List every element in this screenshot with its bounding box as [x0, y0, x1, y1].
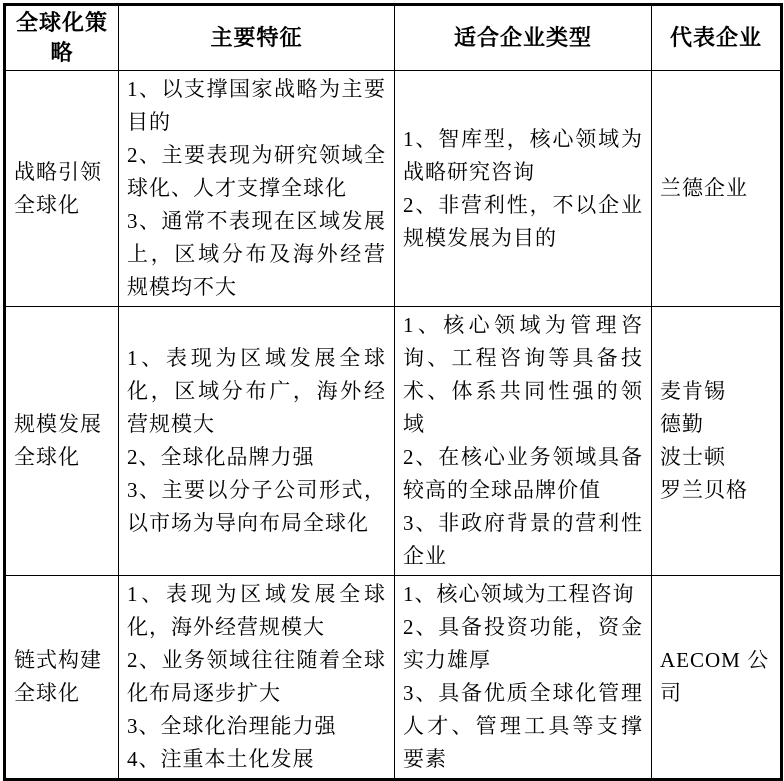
suitable-item: 2、非营利性，不以企业规模发展为目的	[403, 192, 643, 250]
suitable-item: 1、核心领域为管理咨询、工程咨询等具备技术、体系共同性强的领域	[403, 313, 643, 436]
suitable-item: 2、在核心业务领域具备较高的全球品牌价值	[403, 445, 643, 502]
feature-item: 2、全球化品牌力强	[127, 445, 315, 469]
cell-representatives	[652, 576, 782, 780]
cell-strategy: 规模发展全球化	[5, 307, 119, 576]
cell-suitable-types	[395, 307, 652, 576]
cell-features	[119, 307, 395, 576]
header-cell-representatives: 代表企业	[652, 5, 782, 71]
cell-features	[119, 71, 395, 307]
globalization-strategy-table	[3, 3, 783, 781]
feature-item: 1、表现为区域发展全球化，区域分布广，海外经营规模大	[127, 346, 386, 436]
header-cell-strategy: 全球化策略	[5, 5, 119, 71]
cell-suitable-types	[395, 71, 652, 307]
feature-item: 4、注重本土化发展	[127, 747, 315, 771]
header-cell-features: 主要特征	[119, 5, 395, 71]
table-row-chain-construction	[5, 576, 782, 780]
suitable-item: 1、智库型，核心领域为战略研究咨询	[403, 126, 643, 184]
representative-company: 波士顿	[660, 445, 726, 469]
header-cell-suitable: 适合企业类型	[395, 5, 652, 71]
cell-suitable-types	[395, 576, 652, 780]
cell-features	[119, 576, 395, 780]
cell-strategy: 链式构建全球化	[5, 576, 119, 780]
representative-company: 德勤	[660, 412, 704, 436]
suitable-item: 3、非政府背景的营利性企业	[403, 511, 643, 568]
suitable-item: 2、具备投资功能，资金实力雄厚	[403, 615, 643, 672]
feature-item: 3、通常不表现在区域发展上，区域分布及海外经营规模均不大	[127, 209, 386, 299]
suitable-item: 3、具备优质全球化管理人才、管理工具等支撑要素	[403, 681, 643, 771]
suitable-item: 1、核心领域为工程咨询	[403, 582, 635, 606]
cell-representatives	[652, 307, 782, 576]
feature-item: 1、表现为区域发展全球化，海外经营规模大	[127, 582, 386, 639]
table-row-strategy-led	[5, 71, 782, 307]
representative-company: 兰德企业	[660, 176, 748, 200]
header-row	[5, 5, 782, 71]
representative-company: 罗兰贝格	[660, 478, 748, 502]
representative-company: AECOM 公司	[660, 648, 770, 705]
feature-item: 3、全球化治理能力强	[127, 714, 337, 738]
feature-item: 2、业务领域往往随着全球化布局逐步扩大	[127, 648, 386, 705]
representative-company: 麦肯锡	[660, 379, 726, 403]
table-row-scale-development	[5, 307, 782, 576]
feature-item: 2、主要表现为研究领域全球化、人才支撑全球化	[127, 143, 386, 200]
cell-strategy: 战略引领全球化	[5, 71, 119, 307]
cell-representatives	[652, 71, 782, 307]
feature-item: 1、以支撑国家战略为主要目的	[127, 77, 386, 134]
feature-item: 3、主要以分子公司形式，以市场为导向布局全球化	[127, 478, 386, 535]
